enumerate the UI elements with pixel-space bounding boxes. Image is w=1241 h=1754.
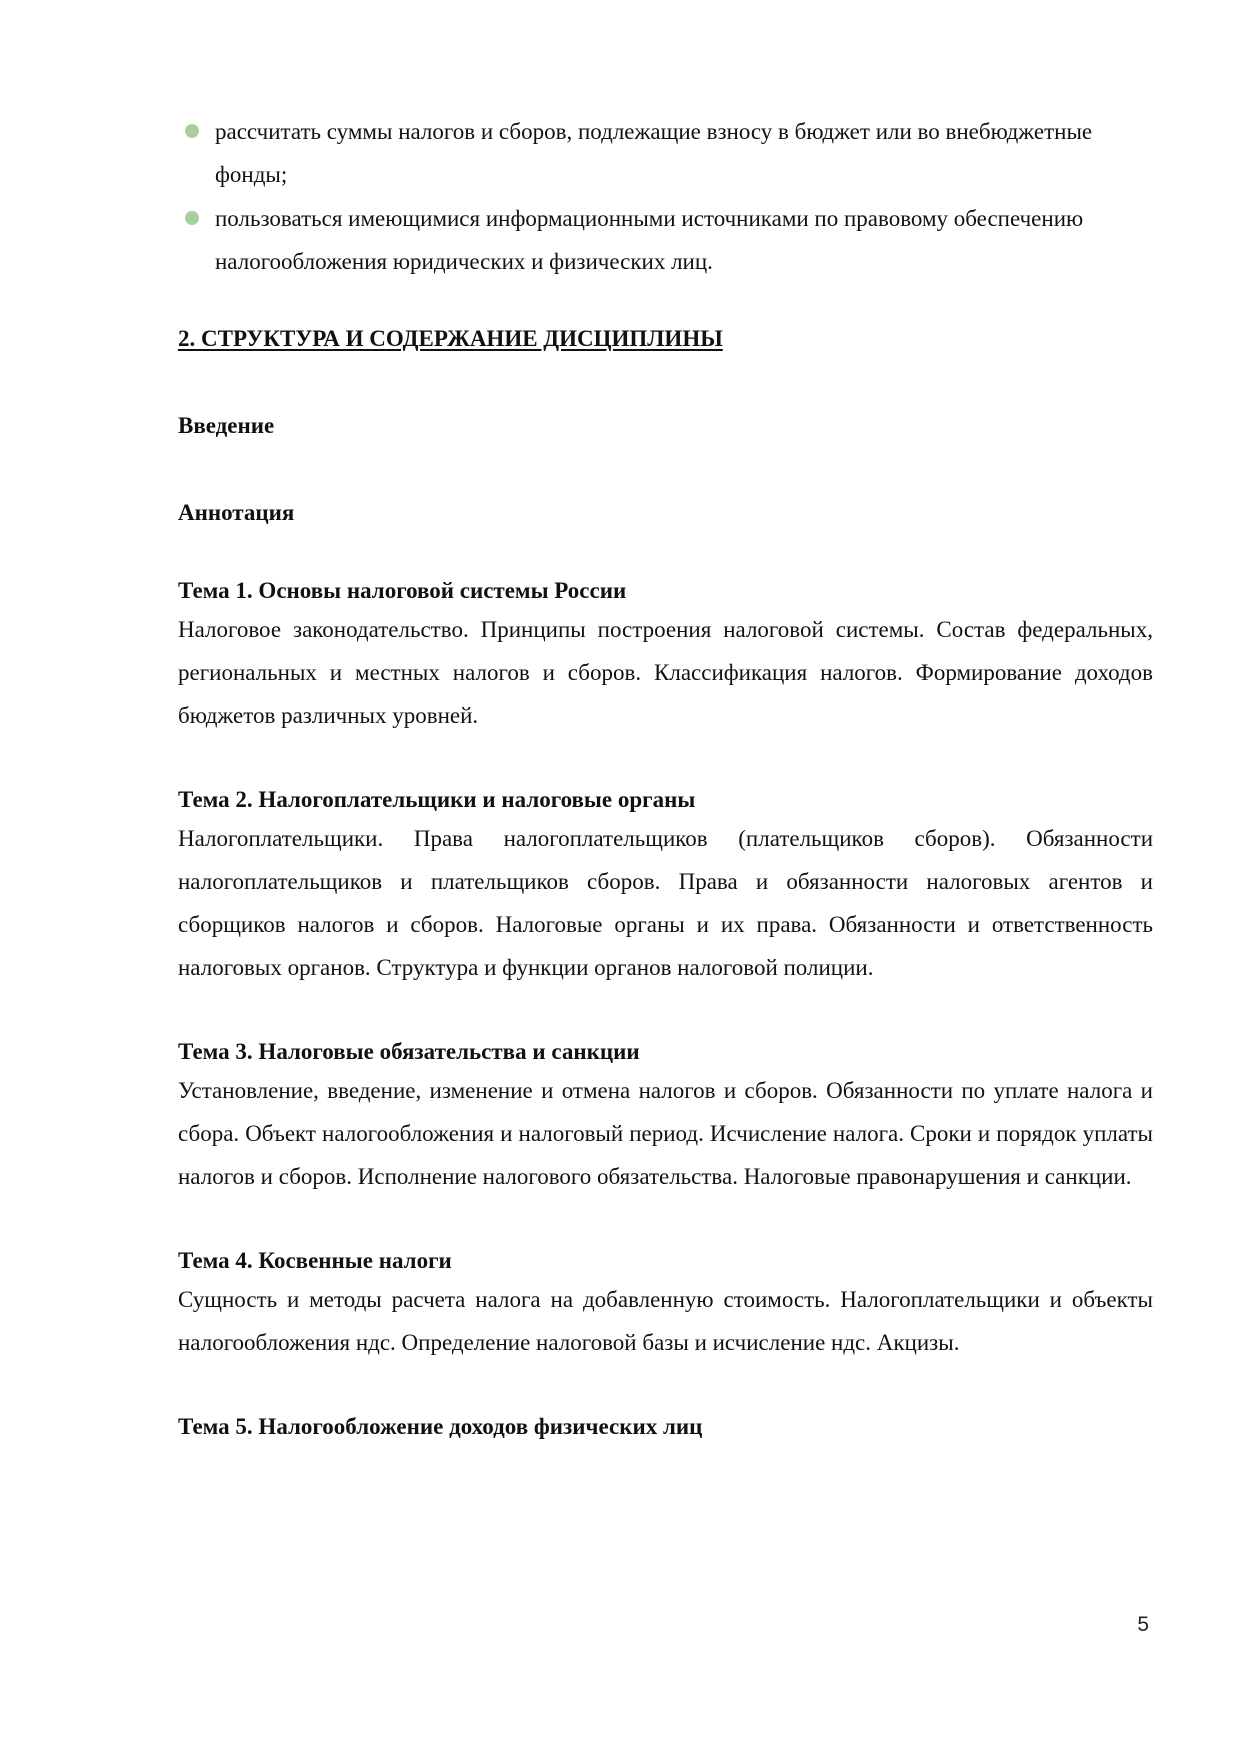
annotation-heading: Аннотация (178, 500, 295, 525)
topic-block (178, 1412, 1153, 1442)
bullet-text: рассчитать суммы налогов и сборов, подлежащие взносу в бюджет или во внебюджетные фонды; (215, 119, 1093, 187)
topic-title: Тема 1. Основы налоговой системы России (178, 578, 627, 603)
bullet-text: пользоваться имеющимися информационными источниками по правовому обеспечению налогообложения юридических и физических лиц. (215, 206, 1084, 274)
list-item (178, 110, 1153, 196)
topic-body: Налоговое законодательство. Принципы построения налоговой системы. Состав федеральных, региональных и местных налогов и сборов. Классификация налогов. Формирование доходов бюджетов различных уровней. (178, 617, 1153, 728)
skills-bullet-list (178, 110, 1153, 283)
page-content (178, 110, 1153, 1442)
topic-block (178, 785, 1153, 989)
topic-title: Тема 2. Налогоплательщики и налоговые органы (178, 787, 696, 812)
bullet-dot-icon (185, 211, 199, 225)
intro-heading: Введение (178, 413, 275, 438)
page-number: 5 (1137, 1613, 1149, 1636)
topic-title: Тема 4. Косвенные налоги (178, 1248, 452, 1273)
topic-body: Сущность и методы расчета налога на добавленную стоимость. Налогоплательщики и объекты налогообложения ндс. Определение налоговой базы и исчисление ндс. Акцизы. (178, 1287, 1153, 1355)
list-item (178, 197, 1153, 283)
topic-block (178, 1037, 1153, 1198)
topic-body: Установление, введение, изменение и отмена налогов и сборов. Обязанности по уплате налога и сбора. Объект налогообложения и налоговый период. Исчисление налога. Сроки и порядок уплаты налогов и сборов. Исполнение налогового обязательства. Налоговые правонарушения и санкции. (178, 1078, 1153, 1189)
topic-body: Налогоплательщики. Права налогоплательщиков (плательщиков сборов). Обязанности налогоплательщиков и плательщиков сборов. Права и обязанности налоговых агентов и сборщиков налогов и сборов. Налоговые органы и их права. Обязанности и ответственность налоговых органов. Структура и функции органов налоговой полиции. (178, 826, 1153, 980)
topic-title: Тема 5. Налогообложение доходов физических лиц (178, 1414, 703, 1439)
topic-block (178, 576, 1153, 737)
topic-block (178, 1246, 1153, 1364)
bullet-dot-icon (185, 124, 199, 138)
section-heading: 2. СТРУКТУРА И СОДЕРЖАНИЕ ДИСЦИПЛИНЫ (178, 326, 723, 351)
topic-title: Тема 3. Налоговые обязательства и санкции (178, 1039, 640, 1064)
